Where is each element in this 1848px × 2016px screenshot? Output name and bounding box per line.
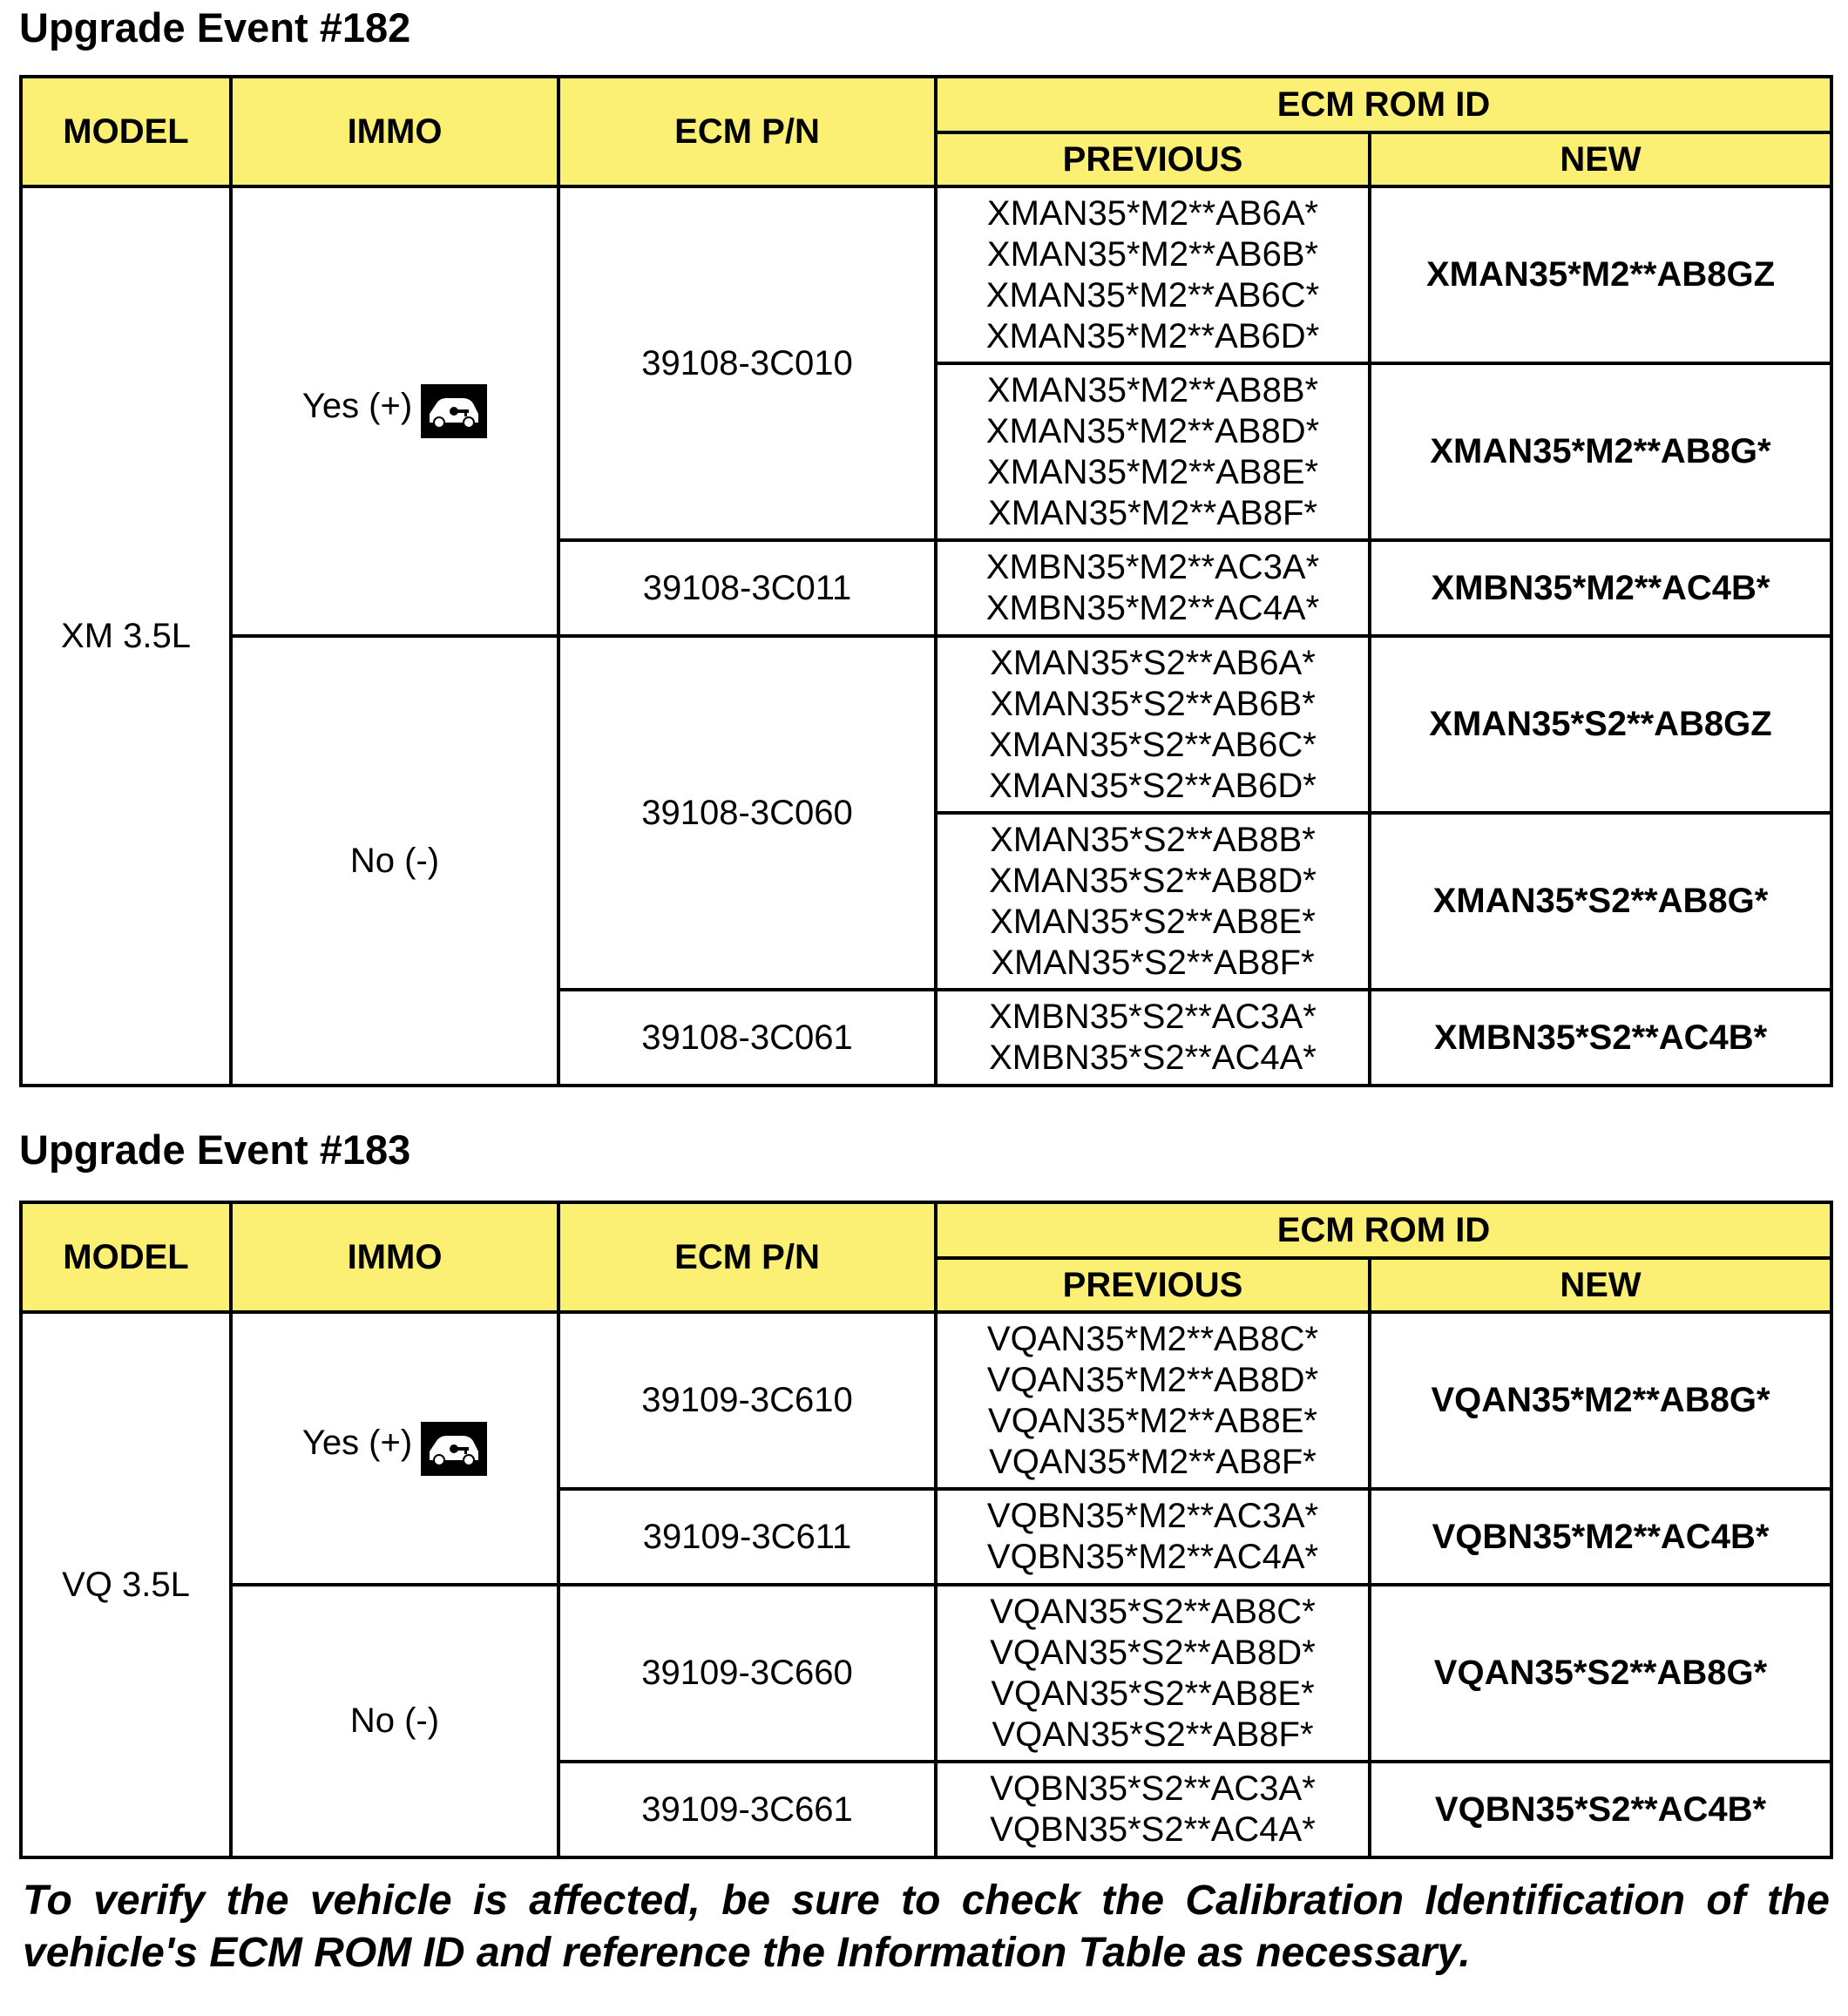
previous-rom-id: VQBN35*S2**AC3A*: [990, 1769, 1316, 1808]
immo-cell: [231, 1585, 558, 1857]
previous-rom-id: XMAN35*M2**AB8E*: [986, 452, 1319, 491]
new-rom-id: XMAN35*M2**AB8GZ: [1370, 186, 1831, 363]
ecm-part-number: 39109-3C660: [558, 1585, 936, 1762]
previous-rom-id: XMAN35*S2**AB6B*: [990, 684, 1316, 723]
previous-rom-ids: [936, 636, 1370, 813]
immo-status: [350, 1701, 439, 1741]
event-title: Upgrade Event #183: [19, 1126, 411, 1173]
new-rom-id: XMAN35*S2**AB8G*: [1370, 813, 1831, 990]
ecm-part-number: 39109-3C611: [558, 1489, 936, 1585]
column-header-new: NEW: [1370, 1258, 1831, 1312]
previous-rom-ids: [936, 813, 1370, 990]
table-row: [21, 636, 1831, 813]
event-title: Upgrade Event #182: [19, 4, 411, 51]
previous-rom-id: XMAN35*M2**AB6B*: [986, 234, 1319, 274]
note-line: vehicle's ECM ROM ID and reference the Information Table as necessary.: [23, 1930, 1471, 1976]
previous-rom-id: VQAN35*S2**AB8E*: [991, 1674, 1315, 1713]
immo-label: No (-): [349, 1701, 440, 1740]
immo-label: No (-): [349, 841, 440, 880]
table-header: [21, 1202, 1831, 1312]
previous-rom-ids: [936, 363, 1370, 540]
new-rom-id: XMAN35*M2**AB8G*: [1370, 363, 1831, 540]
model-cell: XM 3.5L: [21, 186, 231, 1086]
previous-rom-id: XMAN35*S2**AB6A*: [990, 643, 1316, 682]
car-key-icon: [421, 1422, 487, 1476]
previous-rom-id: XMBN35*S2**AC4A*: [989, 1038, 1317, 1077]
previous-rom-id: VQAN35*S2**AB8F*: [992, 1715, 1314, 1754]
new-rom-id: XMAN35*S2**AB8GZ: [1370, 636, 1831, 813]
previous-rom-id: XMBN35*S2**AC3A*: [989, 998, 1317, 1036]
previous-rom-id: XMAN35*S2**AB8E*: [990, 902, 1316, 941]
model-cell: VQ 3.5L: [21, 1312, 231, 1857]
ecm-part-number: 39108-3C061: [558, 990, 936, 1086]
previous-rom-ids: [936, 540, 1370, 636]
new-rom-id: VQBN35*S2**AC4B*: [1370, 1762, 1831, 1857]
previous-rom-id: XMAN35*M2**AB8B*: [986, 370, 1319, 409]
ecm-part-number: 39109-3C610: [558, 1312, 936, 1489]
previous-rom-id: VQAN35*S2**AB8D*: [990, 1633, 1316, 1672]
previous-rom-id: VQAN35*S2**AB8C*: [990, 1592, 1316, 1631]
new-rom-id: VQAN35*S2**AB8G*: [1370, 1585, 1831, 1762]
column-header-immo: IMMO: [231, 1202, 558, 1312]
previous-rom-ids: [936, 1312, 1370, 1489]
column-header-previous: PREVIOUS: [936, 132, 1370, 186]
previous-rom-ids: [936, 990, 1370, 1086]
new-rom-id: XMBN35*S2**AC4B*: [1370, 990, 1831, 1086]
column-header-ecm-pn: ECM P/N: [558, 77, 936, 186]
table-row: [21, 186, 1831, 363]
column-header-immo: IMMO: [231, 77, 558, 186]
verification-note: [23, 1875, 1830, 1979]
previous-rom-id: XMAN35*S2**AB8B*: [990, 820, 1316, 859]
previous-rom-id: VQBN35*M2**AC4A*: [986, 1538, 1319, 1576]
new-rom-id: VQBN35*M2**AC4B*: [1370, 1489, 1831, 1585]
previous-rom-id: XMAN35*S2**AB8F*: [991, 943, 1315, 982]
previous-rom-id: VQBN35*S2**AC4A*: [990, 1810, 1316, 1849]
previous-rom-id: XMAN35*S2**AB6D*: [989, 766, 1317, 805]
car-key-icon: [421, 384, 487, 438]
table-header: [21, 77, 1831, 186]
upgrade-table: [19, 75, 1833, 1087]
previous-rom-id: XMBN35*M2**AC3A*: [985, 548, 1320, 586]
column-header-ecm-rom-id: ECM ROM ID: [936, 77, 1831, 132]
upgrade-table: [19, 1201, 1833, 1859]
previous-rom-id: VQAN35*M2**AB8D*: [986, 1360, 1319, 1399]
immo-status: [302, 379, 487, 433]
previous-rom-ids: [936, 1762, 1370, 1857]
previous-rom-id: VQAN35*M2**AB8C*: [986, 1319, 1319, 1358]
note-line: To verify the vehicle is affected, be sure to check the Calibration Identification of the: [23, 1877, 1830, 1924]
previous-rom-ids: [936, 1585, 1370, 1762]
ecm-part-number: 39108-3C011: [558, 540, 936, 636]
immo-label: Yes (+): [301, 386, 413, 425]
previous-rom-id: VQAN35*M2**AB8F*: [989, 1442, 1317, 1481]
column-header-ecm-pn: ECM P/N: [558, 1202, 936, 1312]
immo-cell: [231, 1312, 558, 1585]
column-header-model: MODEL: [21, 1202, 231, 1312]
immo-status: [350, 842, 439, 881]
previous-rom-id: XMAN35*S2**AB8D*: [989, 861, 1317, 900]
previous-rom-id: XMAN35*S2**AB6C*: [989, 725, 1317, 764]
previous-rom-id: XMAN35*M2**AB6D*: [985, 316, 1320, 355]
previous-rom-id: XMAN35*M2**AB6A*: [986, 193, 1319, 233]
previous-rom-id: VQAN35*M2**AB8E*: [988, 1401, 1317, 1440]
immo-label: Yes (+): [301, 1424, 413, 1462]
table-row: [21, 1312, 1831, 1489]
column-header-new: NEW: [1370, 132, 1831, 186]
new-rom-id: VQAN35*M2**AB8G*: [1370, 1312, 1831, 1489]
immo-status: [302, 1417, 487, 1471]
previous-rom-id: XMAN35*M2**AB8F*: [988, 493, 1317, 532]
previous-rom-id: VQBN35*M2**AC3A*: [986, 1497, 1319, 1535]
table-row: [21, 1585, 1831, 1762]
table-body: [21, 186, 1831, 1086]
immo-cell: [231, 186, 558, 636]
column-header-model: MODEL: [21, 77, 231, 186]
previous-rom-id: XMAN35*M2**AB6C*: [985, 275, 1320, 315]
ecm-part-number: 39109-3C661: [558, 1762, 936, 1857]
previous-rom-ids: [936, 1489, 1370, 1585]
immo-cell: [231, 636, 558, 1086]
column-header-previous: PREVIOUS: [936, 1258, 1370, 1312]
previous-rom-ids: [936, 186, 1370, 363]
table-body: [21, 1312, 1831, 1857]
previous-rom-id: XMAN35*M2**AB8D*: [985, 411, 1320, 450]
ecm-part-number: 39108-3C060: [558, 636, 936, 990]
ecm-part-number: 39108-3C010: [558, 186, 936, 540]
new-rom-id: XMBN35*M2**AC4B*: [1370, 540, 1831, 636]
previous-rom-id: XMBN35*M2**AC4A*: [985, 589, 1320, 627]
column-header-ecm-rom-id: ECM ROM ID: [936, 1202, 1831, 1258]
